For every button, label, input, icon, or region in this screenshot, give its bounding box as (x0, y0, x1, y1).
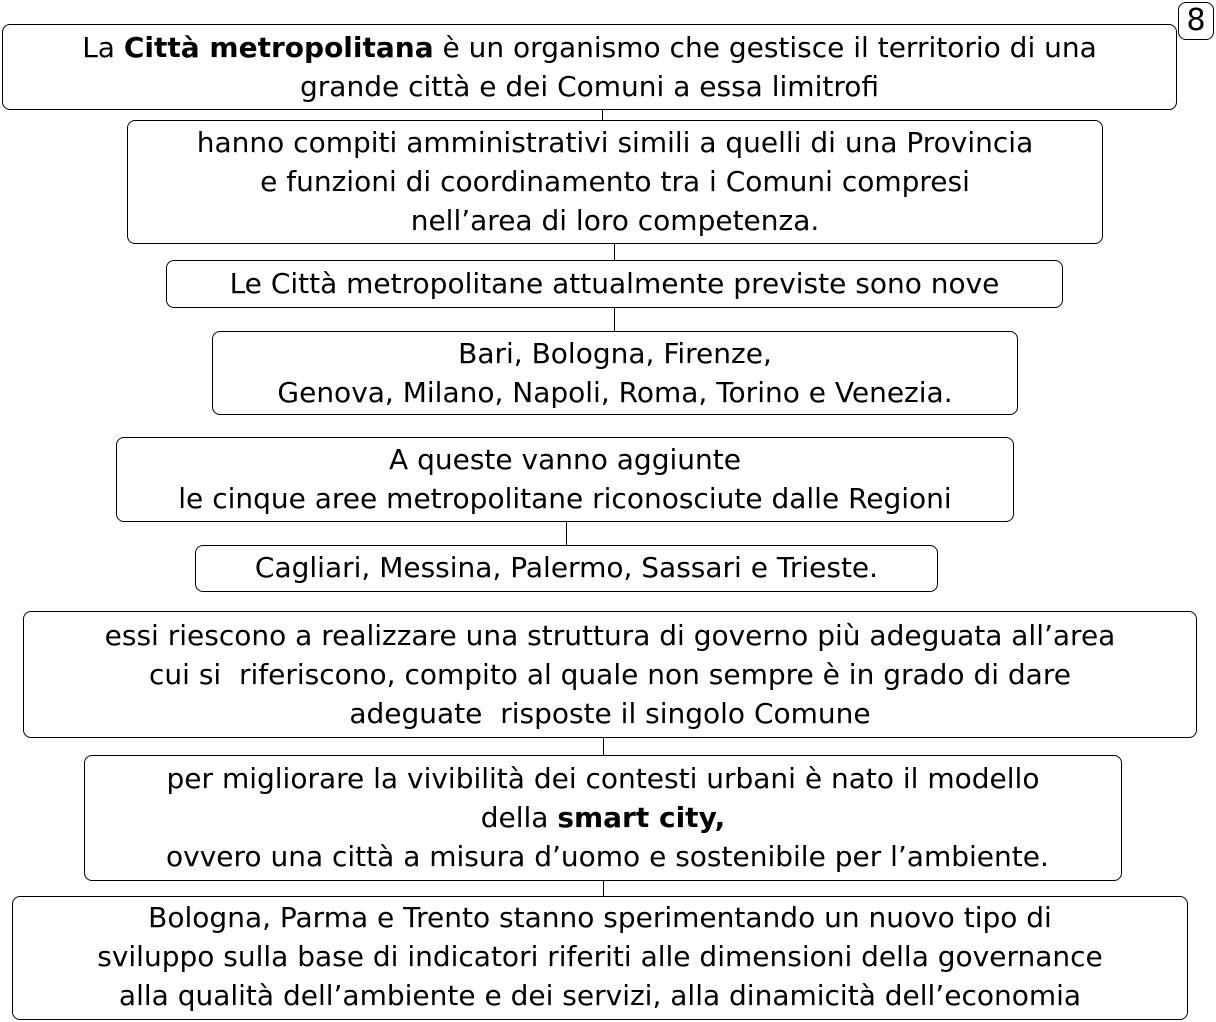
node-text: Le Città metropolitane attualmente previste sono nove (229, 267, 1000, 300)
page-number: 8 (1186, 3, 1206, 38)
connector-line (602, 109, 603, 120)
node-text: Cagliari, Messina, Palermo, Sassari e Trieste. (254, 551, 879, 584)
concept-node-citta-metropolitana (2, 24, 1177, 110)
node-text-bold: Città metropolitana (123, 31, 434, 64)
concept-node-sperimentazione (12, 896, 1188, 1020)
connector-line (614, 307, 615, 331)
concept-node-aree-regioni (116, 437, 1014, 522)
concept-node-cinque-aree (195, 545, 938, 592)
concept-node-nove-citta (212, 331, 1018, 415)
concept-node-struttura-governo (23, 611, 1197, 738)
node-text-pre: La (82, 31, 124, 64)
concept-node-previste (166, 260, 1063, 308)
concept-node-smart-city (84, 755, 1122, 881)
node-text: A queste vanno aggiunte le cinque aree metropolitane riconosciute dalle Regioni (178, 443, 952, 515)
node-text-bold: smart city, (557, 801, 726, 834)
connector-line (566, 521, 567, 545)
node-text-pre: per migliorare la vivibilità dei contesti urbani è nato il modello della (166, 762, 1040, 834)
connector-line (614, 243, 615, 260)
node-text: essi riescono a realizzare una struttura di governo più adeguata all’area cui si riferiscono, compito al quale non sempre è in grado di dare adeguate risposte il singolo Comune (104, 619, 1116, 730)
concept-node-compiti (127, 120, 1103, 244)
node-text: Bari, Bologna, Firenze, Genova, Milano, Napoli, Roma, Torino e Venezia. (277, 337, 953, 409)
node-text-post: ovvero una città a misura d’uomo e sostenibile per l’ambiente. (166, 840, 1049, 873)
node-text: hanno compiti amministrativi simili a quelli di una Provincia e funzioni di coordinamento tra i Comuni compresi nell’area di loro competenza. (196, 126, 1034, 237)
connector-line (603, 880, 604, 896)
connector-line (603, 737, 604, 755)
page-number-badge (1178, 2, 1214, 40)
node-text-post: è un organismo che gestisce il territorio di una grande città e dei Comuni a essa limitrofi (300, 31, 1097, 103)
node-text: Bologna, Parma e Trento stanno sperimentando un nuovo tipo di sviluppo sulla base di indicatori riferiti alle dimensioni della governance alla qualità dell’ambiente e dei servizi, alla dinamicità dell’economia (97, 901, 1103, 1012)
